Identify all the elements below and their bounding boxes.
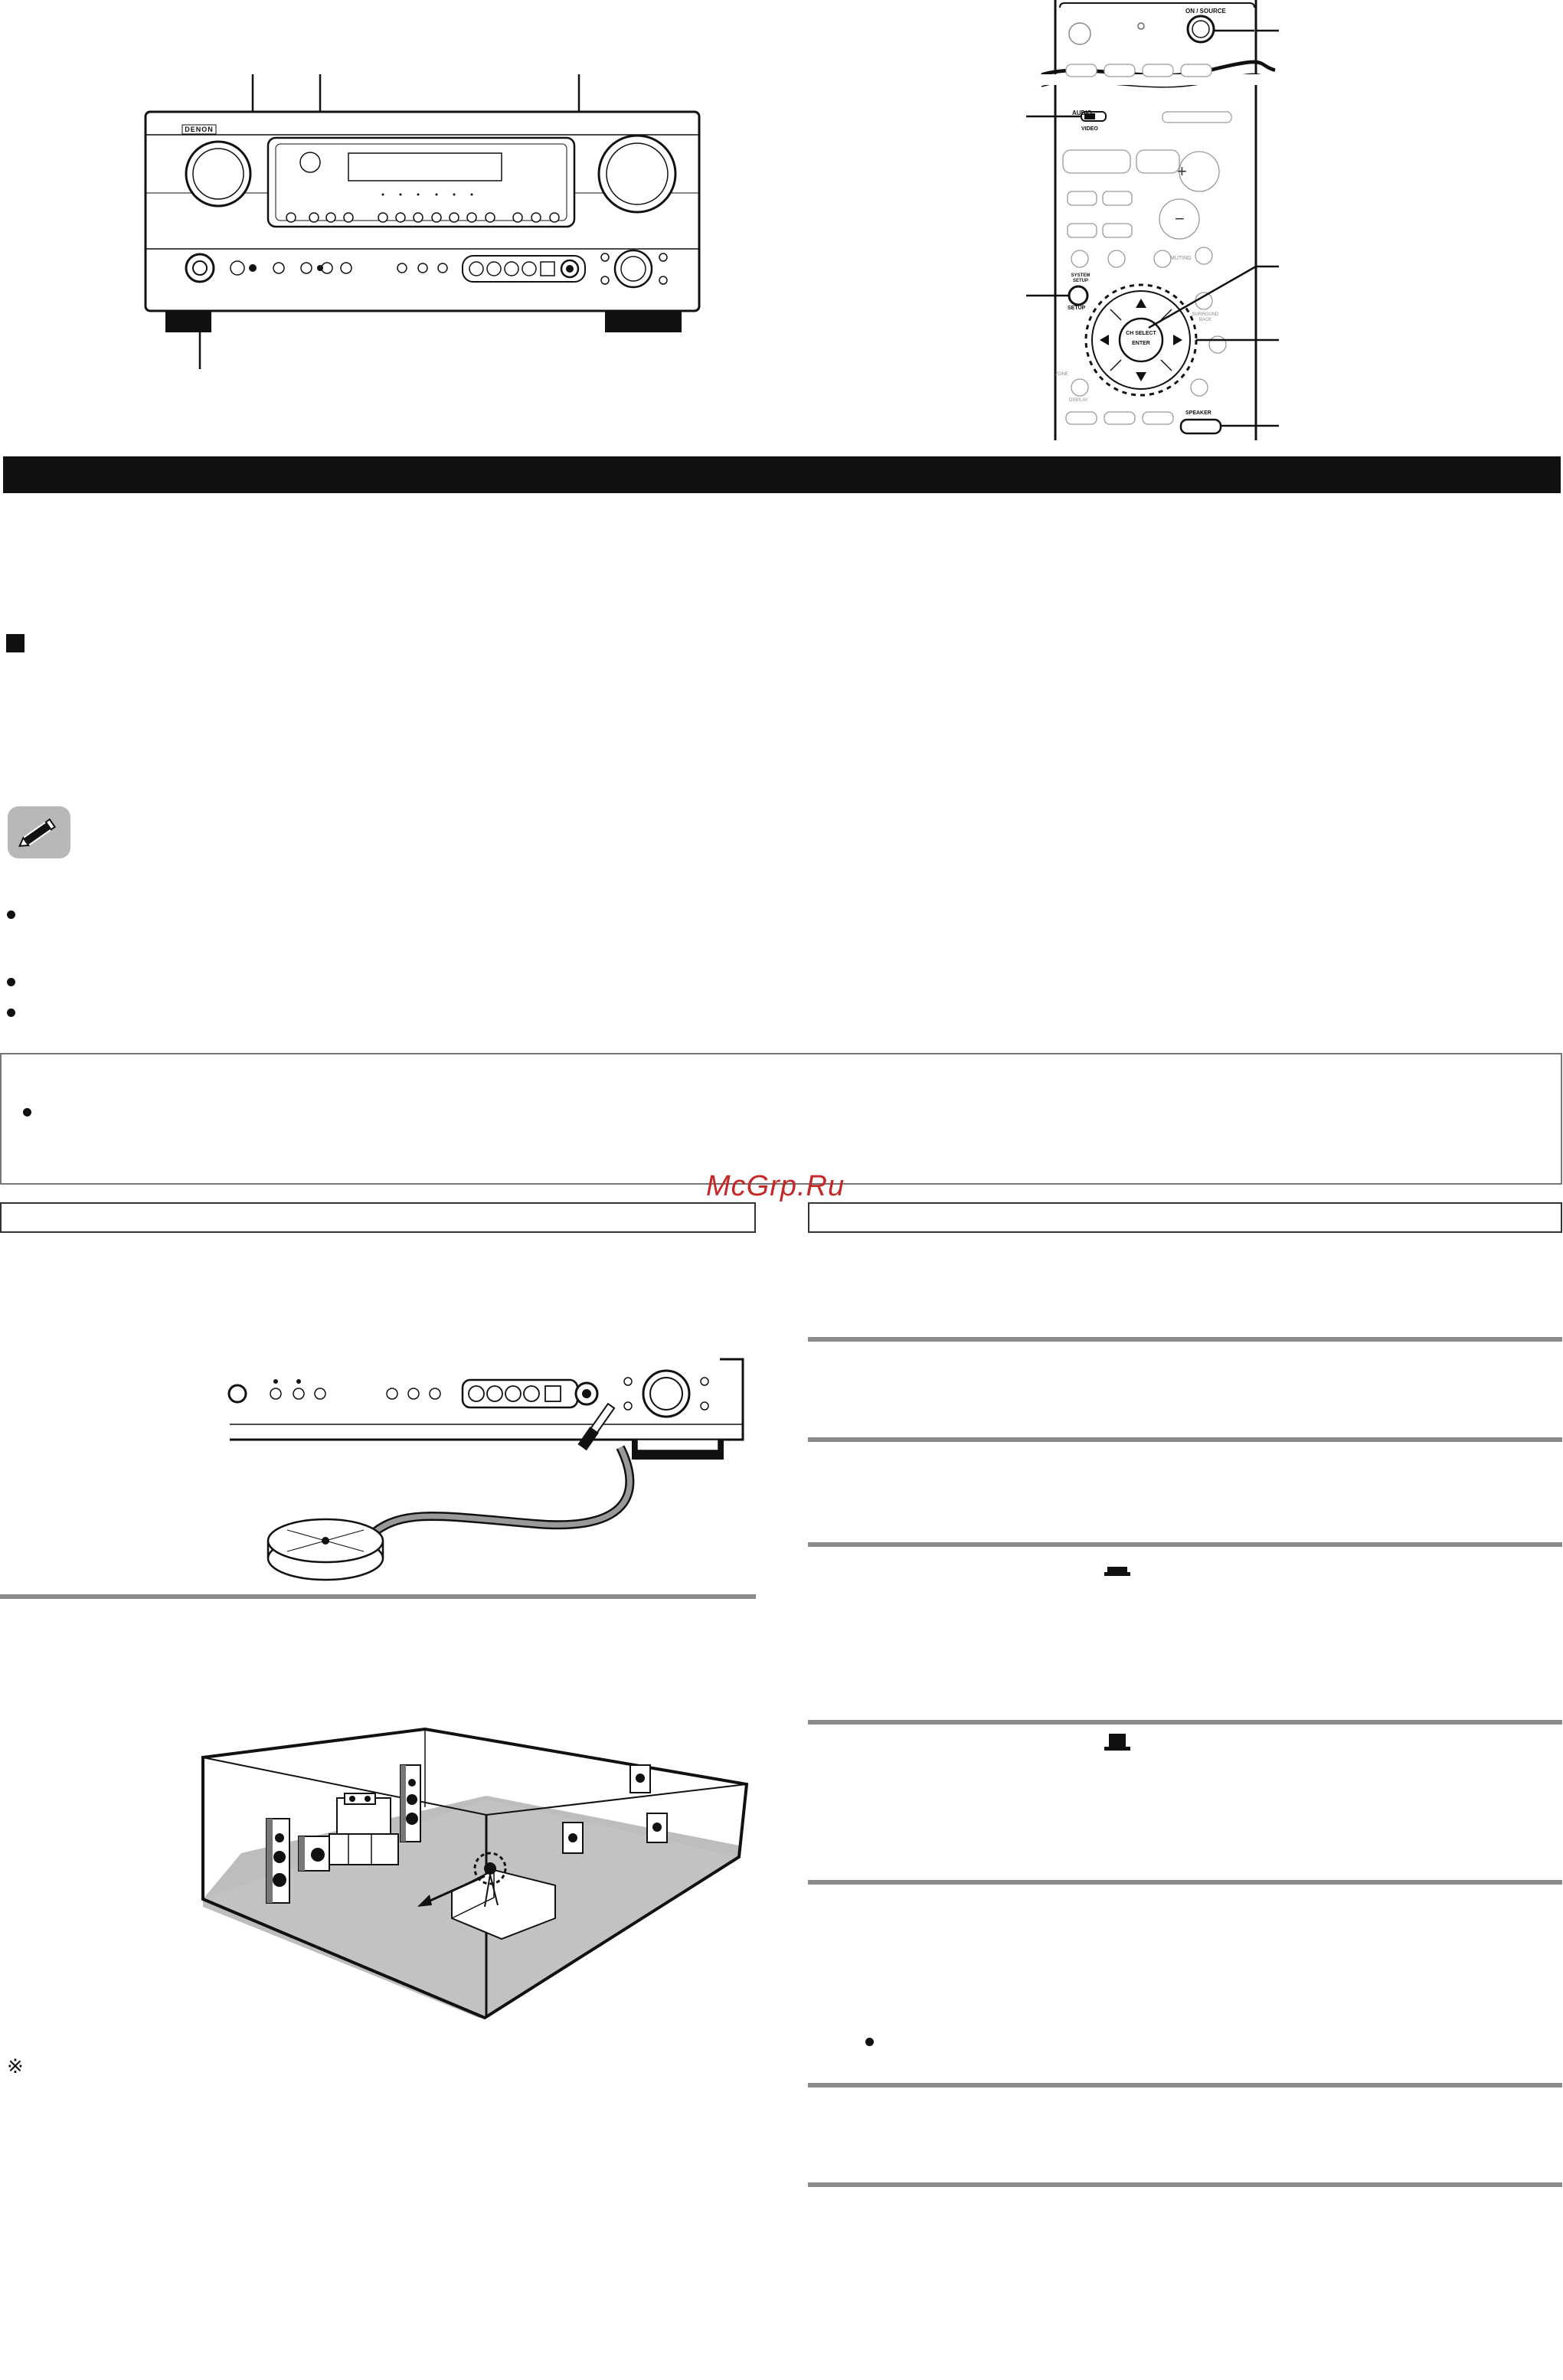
step-divider xyxy=(808,2083,1562,2087)
step-divider xyxy=(808,1880,1562,1885)
left-section-divider xyxy=(0,1594,756,1599)
step-divider xyxy=(808,1720,1562,1725)
speaker-position-icon-large xyxy=(1104,1734,1132,1752)
subsection-square-marker xyxy=(6,634,25,652)
receiver-brand-logo: DENON xyxy=(185,126,214,133)
remote-label-audio: AUDIO xyxy=(1072,110,1092,116)
note-bullet xyxy=(7,1009,15,1017)
svg-text:+: + xyxy=(1177,162,1187,181)
remote-label-ch-select: CH SELECT xyxy=(1126,331,1156,336)
right-column-header-box xyxy=(808,1202,1562,1233)
svg-text:−: − xyxy=(1175,209,1185,228)
step-divider xyxy=(808,1542,1562,1547)
remote-label-video: VIDEO xyxy=(1081,126,1098,132)
step-divider xyxy=(808,1337,1562,1342)
section-title-bar xyxy=(3,456,1561,493)
remote-label-muting: MUTING xyxy=(1170,256,1192,261)
left-column-header-box xyxy=(0,1202,756,1233)
remote-label-setup: SETUP xyxy=(1068,306,1086,311)
receiver-front-panel-illustration xyxy=(0,0,766,459)
watermark: McGrp.Ru xyxy=(706,1170,845,1202)
note-bullet xyxy=(7,978,15,986)
remote-label-surround-back: SURROUND BACK xyxy=(1192,312,1219,322)
remote-label-on-source: ON / SOURCE xyxy=(1185,8,1226,15)
remote-label-display: DISPLAY xyxy=(1069,398,1088,403)
speaker-position-icon-small xyxy=(1104,1565,1132,1577)
pencil-note-icon xyxy=(8,806,70,858)
step-divider xyxy=(808,2182,1562,2187)
remote-label-speaker: SPEAKER xyxy=(1185,410,1211,416)
remote-label-enter: ENTER xyxy=(1132,341,1150,346)
remote-label-zone: ZONE xyxy=(1055,372,1068,377)
step-divider xyxy=(808,1437,1562,1442)
note-bullet xyxy=(7,910,15,919)
remote-control-illustration xyxy=(1026,0,1279,444)
note-reference-mark: ※ xyxy=(7,2055,24,2078)
caution-bullet xyxy=(23,1108,31,1116)
microphone-connection-illustration xyxy=(214,1348,766,1577)
caution-box xyxy=(0,1053,1562,1185)
listening-room-illustration xyxy=(195,1723,762,2029)
remote-label-system-setup: SYSTEM SETUP xyxy=(1071,273,1091,283)
step-bullet xyxy=(865,2038,874,2046)
